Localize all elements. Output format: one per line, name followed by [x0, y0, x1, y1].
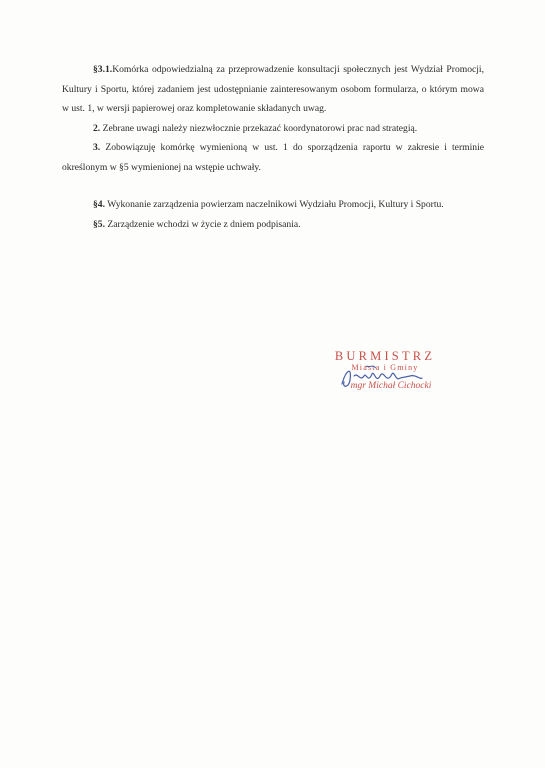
mayor-stamp — [300, 350, 470, 392]
paragraph-text: Zebrane uwagi należy niezwłocznie przekazać koordynatorowi prac nad strategią. — [102, 122, 418, 134]
stamp-subtitle: Miasta i Gminy — [351, 363, 419, 372]
stamp-title: BURMISTRZ — [334, 349, 436, 363]
paragraph-5 — [62, 215, 484, 235]
paragraph-text: Zobowiązuję komórkę wymienioną w ust. 1 do sporządzenia raportu w zakresie i terminie określonym w §5 wymienionej na wstępie uchwały. — [62, 142, 484, 173]
paragraph-number: §4. — [93, 199, 105, 210]
paragraph-3-2 — [62, 119, 484, 139]
paragraph-4 — [62, 195, 484, 215]
paragraph-text: Komórka odpowiedzialną za przeprowadzenie konsultacji społecznych jest Wydział Promocji, Kultury i Sportu, której zadaniem jest udostępnianie zainteresowanym osobom formularza, o którym mowa w ust. 1, w wersji papierowej oraz kompletowanie składanych uwag. — [62, 64, 484, 114]
paragraph-gap — [62, 177, 484, 195]
paragraph-text: Zarządzenie wchodzi w życie z dniem podpisania. — [107, 218, 301, 230]
document-body — [62, 60, 484, 234]
paragraph-3-3 — [62, 138, 484, 177]
paragraph-number: 3. — [93, 142, 101, 153]
signatory-name: mgr Michał Cichocki — [350, 381, 432, 391]
paragraph-number: §5. — [93, 218, 105, 230]
paragraph-3-1 — [62, 60, 484, 119]
handwritten-signature — [336, 362, 426, 392]
paragraph-text: Wykonanie zarządzenia powierzam naczelnikowi Wydziału Promocji, Kultury i Sportu. — [107, 199, 444, 210]
paragraph-number: 2. — [93, 122, 101, 134]
paragraph-number: §3.1. — [93, 64, 113, 75]
